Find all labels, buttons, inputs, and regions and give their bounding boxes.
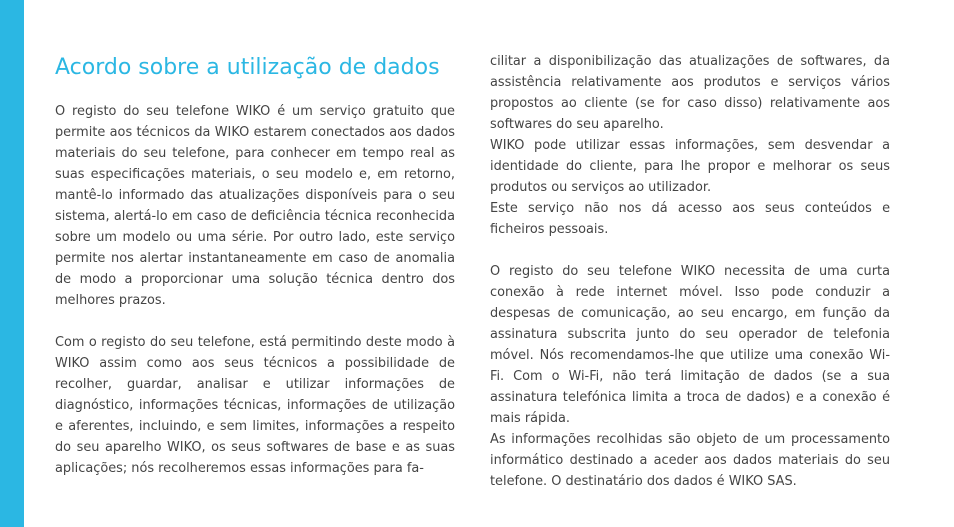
paragraph-data-recipient: As informações recolhidas são objeto de um processamento informático destinado a aceder aos dados materiais do seu telefone. O destinatário dos dados é WIKO SAS. bbox=[490, 432, 890, 489]
paragraph-data-collection: Com o registo do seu telefone, está permitindo deste modo à WIKO assim como aos seus técnicos a possibilidade de recolher, guardar, analisar e utilizar informações de diagnóstico, informações técnicas, informações de utilização e aferentes, incluindo, e sem limites, informações a respeito do seu aparelho WIKO, os seus softwares de base e as suas aplicações; nós recolheremos essas informações para fa- bbox=[55, 335, 455, 476]
page-title: Acordo sobre a utilização de dados bbox=[55, 55, 440, 80]
paragraph-collection-purpose: cilitar a disponibilização das atualizações de softwares, da assistência relativamente aos produtos e serviços vários propostos ao cliente (se for caso disso) relativamente aos softwares do seu aparelho. bbox=[490, 54, 890, 132]
paragraph-mobile-connection: O registo do seu telefone WIKO necessita de uma curta conexão à rede internet móvel. Isso pode conduzir a despesas de comunicação, ao seu encargo, em função da assinatura subscrita junto do seu operador de telefonia móvel. Nós recomendamos-lhe que utilize uma conexão Wi-Fi. Com o Wi-Fi, não terá limitação de dados (se a sua assinatura telefónica limita a troca de dados) e a conexão é mais rápida. bbox=[490, 264, 890, 426]
left-text-column bbox=[55, 101, 455, 479]
right-text-column bbox=[490, 51, 890, 492]
accent-side-bar bbox=[0, 0, 24, 527]
paragraph-registration-intro: O registo do seu telefone WIKO é um serviço gratuito que permite aos técnicos da WIKO estarem conectados aos dados materiais do seu telefone, para conhecer em tempo real as suas especificações materiais, o seu modelo e, em retorno, mantê-lo informado das atualizações disponíveis para o seu sistema, alertá-lo em caso de deficiência técnica reconhecida sobre um modelo ou uma série. Por outro lado, este serviço permite nos alertar instantaneamente em caso de anomalia de modo a proporcionar uma solução técnica dentro dos melhores prazos. bbox=[55, 104, 455, 308]
paragraph-anonymous-use: WIKO pode utilizar essas informações, sem desvendar a identidade do cliente, para lhe propor e melhorar os seus produtos ou serviços ao utilizador. bbox=[490, 138, 890, 195]
paragraph-no-personal-access: Este serviço não nos dá acesso aos seus conteúdos e ficheiros pessoais. bbox=[490, 201, 890, 237]
